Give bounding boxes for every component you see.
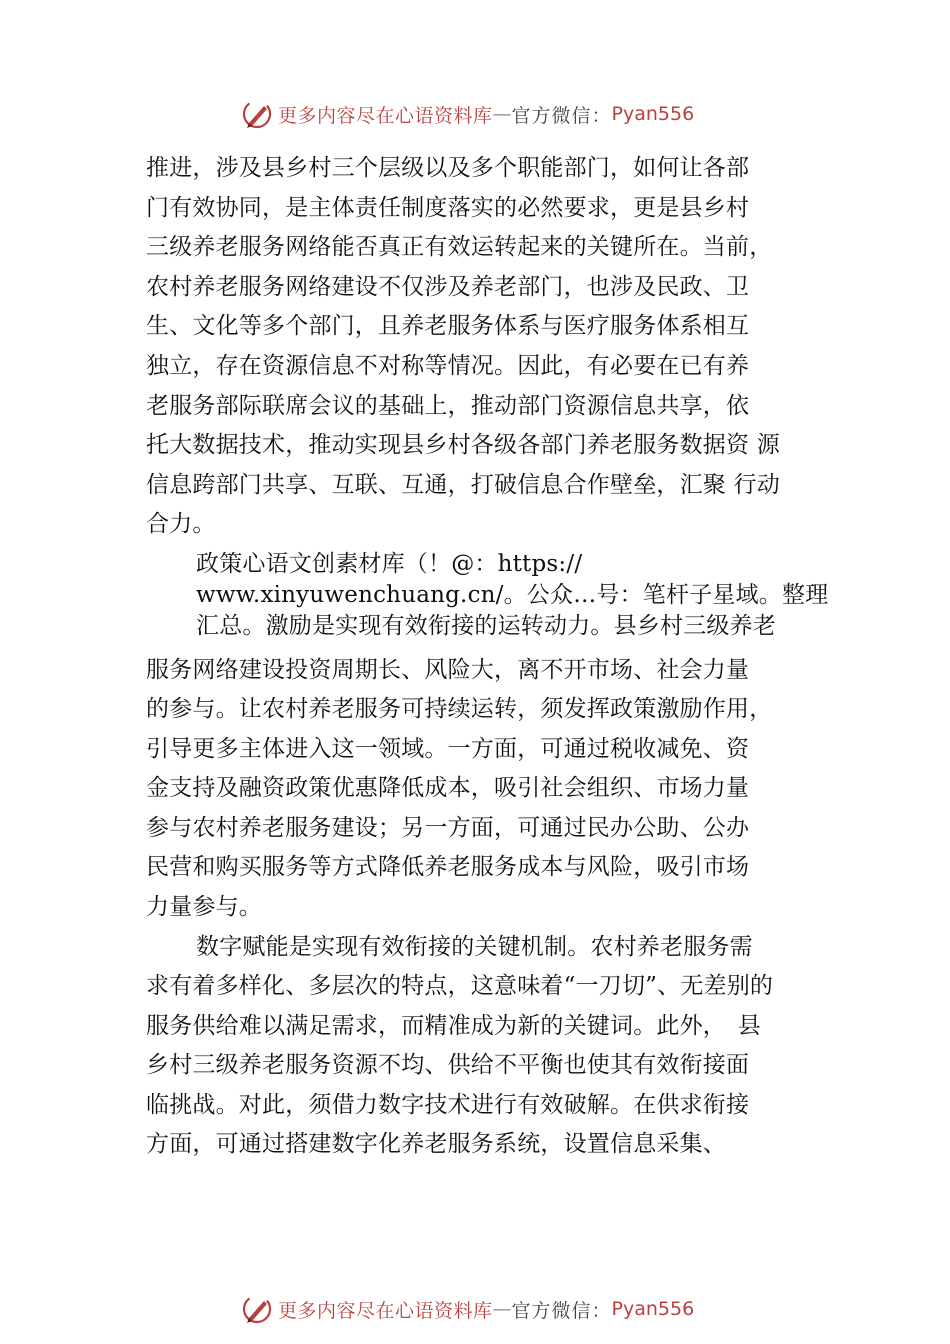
text-line: 生、文化等多个部门，且养老服务体系与医疗服务体系相互 xyxy=(146,313,750,339)
pen-logo-icon xyxy=(240,97,274,131)
text-line: 数字赋能是实现有效衔接的关键机制。农村养老服务需 xyxy=(196,934,753,960)
text-line: 临挑战。对此，须借力数字技术进行有效破解。在供求衔接 xyxy=(146,1092,750,1118)
pen-logo-icon xyxy=(240,1292,274,1326)
text-line: 方面，可通过搭建数字化养老服务系统，设置信息采集、 xyxy=(146,1131,726,1157)
banner-wechat-label: 官方微信： xyxy=(511,104,612,127)
text-line: 力量参与。 xyxy=(146,894,262,920)
text-line: www.xinyuwenchuang.cn/。公众…号：笔杆子星域。整理 xyxy=(196,582,829,608)
text-line: 农村养老服务网络建设不仅涉及养老部门，也涉及民政、卫 xyxy=(146,274,750,300)
text-line: 推进，涉及县乡村三个层级以及多个职能部门，如何让各部 xyxy=(146,155,750,181)
footer-watermark-banner xyxy=(240,1291,760,1327)
text-line: 服务网络建设投资周期长、风险大，离不开市场、社会力量 xyxy=(146,657,750,683)
text-line: 金支持及融资政策优惠降低成本，吸引社会组织、市场力量 xyxy=(146,775,750,801)
text-line: 求有着多样化、多层次的特点，这意味着“一刀切”、无差别的 xyxy=(146,973,774,999)
text-line: 三级养老服务网络能否真正有效运转起来的关键所在。当前， xyxy=(146,234,773,260)
text-line: 合力。 xyxy=(146,511,216,537)
text-line: 信息跨部门共享、互联、互通，打破信息合作壁垒，汇聚 行动 xyxy=(146,472,780,498)
text-line: 独立，存在资源信息不对称等情况。因此，有必要在已有养 xyxy=(146,353,750,379)
banner-text: 更多内容尽在心语资料库 xyxy=(278,1299,493,1322)
banner-separator: — xyxy=(492,1298,512,1320)
text-line: 老服务部际联席会议的基础上，推动部门资源信息共享，依 xyxy=(146,393,750,419)
header-watermark-banner xyxy=(240,96,760,132)
text-line: 民营和购买服务等方式降低养老服务成本与风险，吸引市场 xyxy=(146,854,750,880)
text-line: 服务供给难以满足需求，而精准成为新的关键词。此外， 县 xyxy=(146,1013,761,1039)
banner-wechat-id: Pyan556 xyxy=(611,1298,695,1320)
text-line: 的参与。让农村养老服务可持续运转，须发挥政策激励作用， xyxy=(146,696,773,722)
text-line: 引导更多主体进入这一领域。一方面，可通过税收减免、资 xyxy=(146,736,750,762)
banner-text: 更多内容尽在心语资料库 xyxy=(278,104,493,127)
text-line: 门有效协同，是主体责任制度落实的必然要求，更是县乡村 xyxy=(146,195,750,221)
text-line: 托大数据技术，推动实现县乡村各级各部门养老服务数据资 源 xyxy=(146,432,780,458)
banner-wechat-id: Pyan556 xyxy=(611,103,695,125)
text-line: 参与农村养老服务建设；另一方面，可通过民办公助、公办 xyxy=(146,815,750,841)
text-line: 政策心语文创素材库（！@：https:// xyxy=(196,551,583,577)
banner-wechat-label: 官方微信： xyxy=(511,1299,612,1322)
text-line: 乡村三级养老服务资源不均、供给不平衡也使其有效衔接面 xyxy=(146,1052,750,1078)
banner-separator: — xyxy=(492,103,512,125)
text-line: 汇总。激励是实现有效衔接的运转动力。县乡村三级养老 xyxy=(196,613,776,639)
